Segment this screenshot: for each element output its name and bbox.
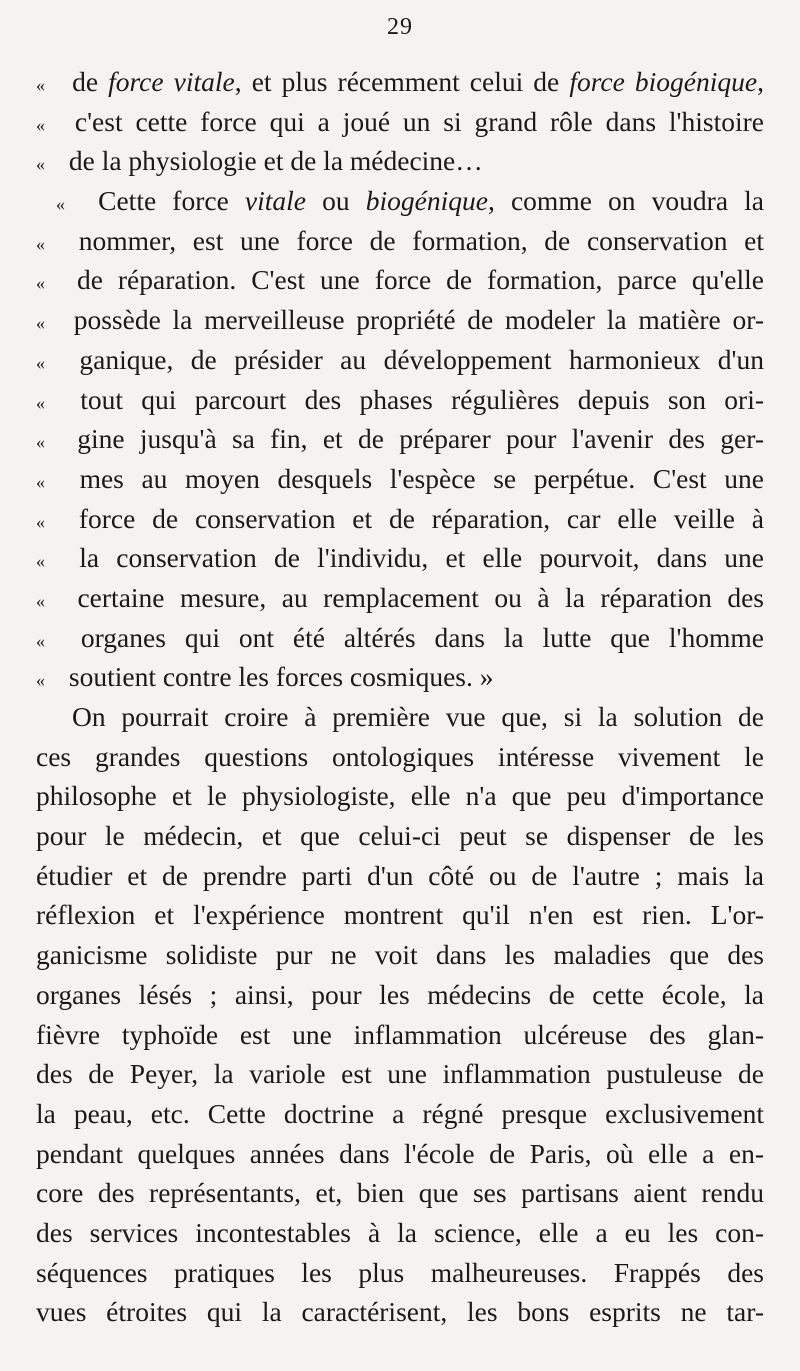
text-line	[36, 380, 764, 420]
quote-mark: «	[36, 670, 45, 691]
text-run: gine jusqu'à sa fin, et de préparer pour l'avenir des ger-	[62, 423, 764, 455]
text-line	[36, 657, 764, 697]
text-line	[36, 221, 764, 261]
quote-mark: «	[36, 551, 45, 572]
text-run: pendant quelques années dans l'école de Paris, où elle a en-	[36, 1137, 764, 1169]
text-run: force de conservation et de réparation, car elle veille à	[62, 502, 764, 534]
text-line	[36, 1292, 764, 1332]
text-line	[36, 1253, 764, 1293]
text-run: des services incontestables à la science, elle a eu les con-	[36, 1216, 764, 1248]
text-line	[36, 300, 764, 340]
text-line	[36, 340, 764, 380]
text-line	[36, 618, 764, 658]
quote-mark: «	[36, 352, 45, 373]
text-run: pour le médecin, et que celui-ci peut se dispenser de les	[36, 820, 764, 852]
quote-mark: «	[36, 273, 45, 294]
quote-mark: «	[36, 590, 45, 611]
quote-mark: «	[36, 75, 45, 95]
text-run: séquences pratiques les plus malheureuses. Frappés des	[36, 1256, 764, 1288]
text-run: de la physiologie et de la médecine…	[62, 145, 483, 177]
text-run: la conservation de l'individu, et elle pourvoit, dans une	[62, 542, 764, 574]
quote-mark: «	[36, 233, 45, 254]
text-run: des de Peyer, la variole est une inflammation pustuleuse de	[36, 1058, 764, 1090]
text-run: , comme on voudra la	[487, 185, 765, 217]
italic-term: vitale	[244, 185, 306, 217]
text-run: certaine mesure, au remplacement ou à la réparation des	[62, 581, 764, 613]
text-run: réflexion et l'expérience montrent qu'il n'en est rien. L'or-	[36, 899, 764, 931]
page-number: 29	[387, 14, 413, 40]
text-line	[36, 1094, 764, 1134]
text-line	[36, 856, 764, 896]
body-text	[36, 62, 764, 1332]
text-run: soutient contre les forces cosmiques. »	[62, 661, 494, 693]
text-line	[36, 499, 764, 539]
text-run: de réparation. C'est une force de formation, parce qu'elle	[62, 264, 764, 296]
text-run: ganicisme solidiste pur ne voit dans les maladies que des	[36, 939, 764, 971]
text-line	[36, 1054, 764, 1094]
text-run: ,	[757, 66, 764, 97]
text-run: philosophe et le physiologiste, elle n'a que peu d'importance	[36, 780, 764, 812]
text-line	[36, 975, 764, 1015]
text-run: tout qui parcourt des phases régulières depuis son ori-	[62, 383, 764, 415]
text-line	[36, 1213, 764, 1253]
quote-mark: «	[36, 630, 45, 651]
quote-mark: «	[56, 194, 65, 215]
text-line	[36, 578, 764, 618]
text-line	[36, 816, 764, 856]
text-run: ganique, de présider au développement harmonieux d'un	[62, 343, 764, 375]
text-run: mes au moyen desquels l'espèce se perpétue. C'est une	[62, 462, 764, 494]
text-run: ou	[306, 185, 366, 217]
text-run: Cette force	[82, 185, 245, 217]
text-line	[36, 737, 764, 777]
text-run: vues étroites qui la caractérisent, les bons esprits ne tar-	[36, 1296, 764, 1328]
text-run: organes qui ont été altérés dans la lutte que l'homme	[62, 621, 764, 653]
text-line	[36, 1134, 764, 1174]
text-run: nommer, est une force de formation, de conservation et	[62, 224, 764, 256]
text-line	[36, 141, 764, 181]
text-run: étudier et de prendre parti d'un côté ou de l'autre ; mais la	[36, 859, 764, 891]
text-line	[36, 102, 764, 142]
text-run: ces grandes questions ontologiques intéresse vivement le	[36, 740, 764, 772]
quote-mark: «	[36, 114, 45, 135]
text-line	[36, 419, 764, 459]
text-line	[36, 697, 764, 737]
text-line	[36, 459, 764, 499]
text-run: c'est cette force qui a joué un si grand rôle dans l'histoire	[62, 105, 764, 137]
text-line	[36, 181, 764, 221]
text-run: On pourrait croire à première vue que, si la solution de	[72, 701, 764, 732]
text-line	[36, 538, 764, 578]
italic-term: biogénique	[365, 185, 488, 217]
text-line	[36, 895, 764, 935]
text-run: fièvre typhoïde est une inflammation ulcéreuse des glan-	[36, 1018, 764, 1050]
italic-term: force vitale	[108, 66, 235, 97]
text-line	[36, 935, 764, 975]
text-run: core des représentants, et, bien que ses partisans aient rendu	[36, 1177, 764, 1209]
text-line	[36, 776, 764, 816]
quote-mark: «	[36, 154, 45, 175]
text-line	[36, 62, 764, 102]
text-run: possède la merveilleuse propriété de modeler la matière or-	[62, 304, 764, 336]
text-run: organes lésés ; ainsi, pour les médecins de cette école, la	[36, 978, 764, 1010]
quote-mark: «	[36, 511, 45, 532]
quote-mark: «	[36, 392, 45, 413]
text-run: la peau, etc. Cette doctrine a régné presque exclusivement	[36, 1097, 764, 1129]
quote-mark: «	[36, 313, 45, 334]
text-line	[36, 260, 764, 300]
text-run: de	[62, 66, 109, 97]
text-run: , et plus récemment celui de	[234, 66, 570, 97]
text-line	[36, 1015, 764, 1055]
quote-mark: «	[36, 471, 45, 492]
italic-term: force biogénique	[569, 66, 758, 97]
text-line	[36, 1173, 764, 1213]
quote-mark: «	[36, 432, 45, 453]
